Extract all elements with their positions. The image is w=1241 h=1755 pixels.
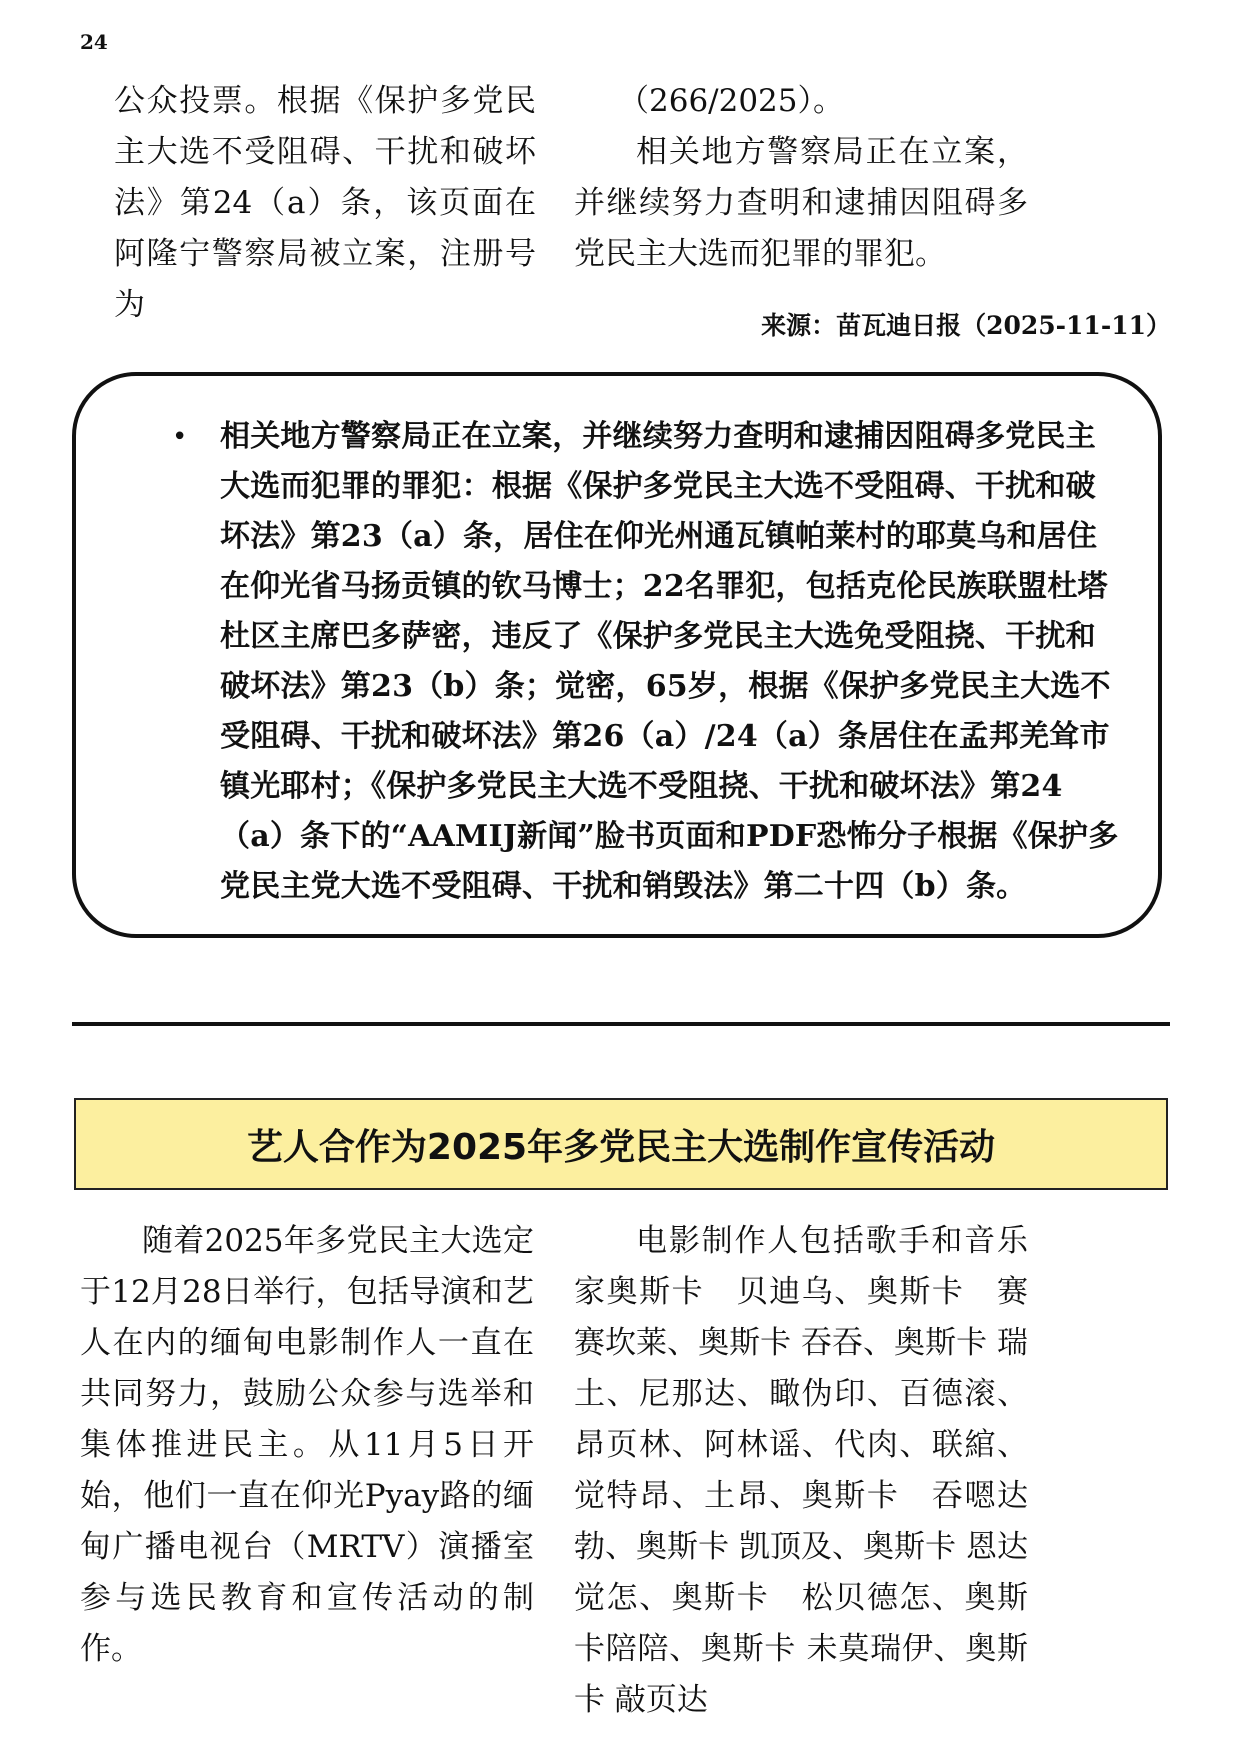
top-right-line1: （266/2025）。 — [618, 83, 845, 119]
headline-box — [74, 1098, 1168, 1190]
summary-box — [72, 372, 1162, 938]
top-left-column-text: 公众投票。根据《保护多党民主大选不受阻碍、干扰和破坏法》第24（a）条，该页面在阿隆宁警察局被立案，注册号为 — [114, 83, 536, 323]
bullet-icon: • — [172, 422, 188, 452]
source-line: 来源：苗瓦迪日报（2025-11-11） — [761, 311, 1171, 340]
top-left-column — [114, 76, 536, 331]
article-right-text: 电影制作人包括歌手和音乐家奥斯卡 贝迪乌、奥斯卡 赛赛坎莱、奥斯卡 吞吞、奥斯卡 瑞土、尼那达、瞰伪印、百德滚、昂页林、阿林谣、代肉、联綰、觉特昂、土昂、奥斯卡 吞嗯达勃、奥斯卡 凯顶及、奥斯卡 恩达觉怎、奥斯卡 松贝德怎、奥斯卡陪陪、奥斯卡 未莫瑞伊、奥斯卡 敲页达 — [574, 1223, 1028, 1718]
summary-item: 相关地方警察局正在立案，并继续努力查明和逮捕因阻碍多党民主大选而犯罪的罪犯：根据《保护多党民主大选不受阻碍、干扰和破坏法》第23（a）条，居住在仰光州通瓦镇帕莱村的耶莫乌和居住在仰光省马扬贡镇的钦马博士；22名罪犯，包括克伦民族联盟杜塔杜区主席巴多萨密，违反了《保护多党民主大选免受阻挠、干扰和破坏法》第23（b）条；觉密，65岁，根据《保护多党民主大选不受阻碍、干扰和破坏法》第26（a）/24（a）条居住在孟邦羌耸市镇光耶村；《保护多党民主大选不受阻挠、干扰和破坏法》第24（a）条下的“AAMIJ新闻”脸书页面和PDF恐怖分子根据《保护多党民主党大选不受阻碍、干扰和销毁法》第二十四（b）条。 — [220, 419, 1119, 904]
top-right-column — [574, 76, 1028, 280]
article-left-text: 随着2025年多党民主大选定于12月28日举行，包括导演和艺人在内的缅甸电影制作人一直在共同努力，鼓励公众参与选举和集体推进民主。从11月5日开始，他们一直在仰光Pyay路的缅甸广播电视台（MRTV）演播室参与选民教育和宣传活动的制作。 — [80, 1223, 534, 1667]
top-right-paragraph: 相关地方警察局正在立案，并继续努力查明和逮捕因阻碍多党民主大选而犯罪的罪犯。 — [574, 134, 1028, 272]
article-left-column — [80, 1216, 534, 1675]
page-number: 24 — [80, 30, 108, 54]
article-right-column — [574, 1216, 1028, 1726]
section-divider — [72, 1022, 1170, 1026]
article-headline: 艺人合作为2025年多党民主大选制作宣传活动 — [246, 1126, 996, 1168]
summary-list — [134, 412, 1124, 912]
